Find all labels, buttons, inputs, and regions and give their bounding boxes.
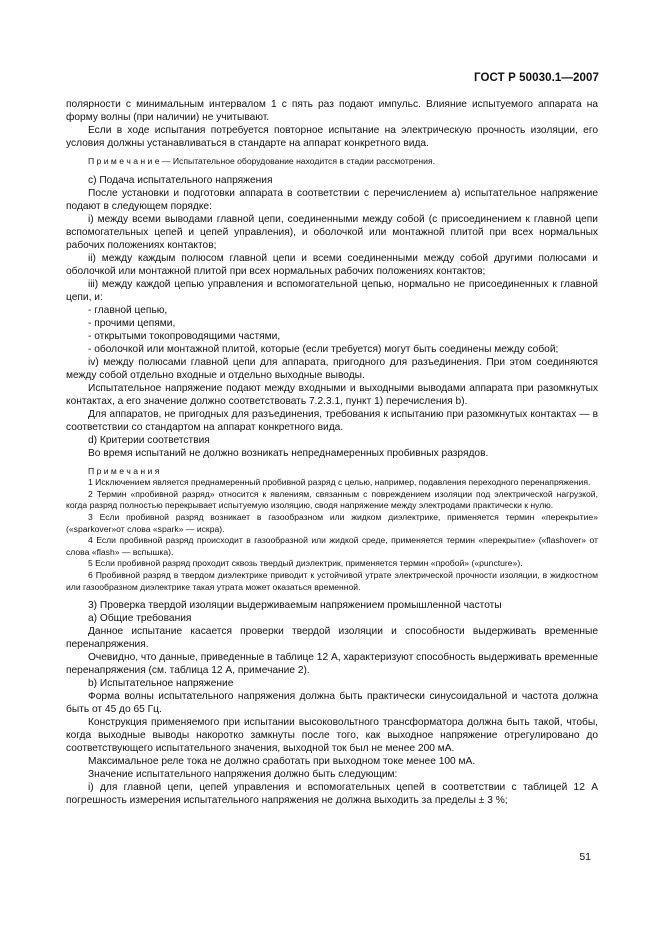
note: 1 Исключением является преднамеренный пробивной разряд с целью, например, подавления переходного перенапряжения.	[88, 477, 591, 488]
paragraph: Для аппаратов, не пригодных для разъединения, требования к испытанию при разомкнутых контактах — в соответствии со стандартом на аппарат конкретного вида.	[66, 408, 598, 433]
section-heading: 3) Проверка твердой изоляции выдерживаемым напряжением промышленной частоты	[88, 600, 502, 612]
sub-list-item: - прочими цепями,	[88, 317, 176, 329]
sub-list-item: - оболочкой или монтажной плитой, которые (если требуется) могут быть соединены между собой;	[88, 343, 559, 355]
list-item: i) между всеми выводами главной цепи, соединенными между собой (с присоединением к главной цепи вспомогательных цепей и цепей управления), и оболочкой или монтажной плитой при всех нормальных рабочих положениях контактов;	[66, 213, 598, 251]
sub-list-item: - главной цепью,	[88, 304, 168, 316]
paragraph: Значение испытательного напряжения должно быть следующим:	[88, 769, 398, 781]
note: 2 Термин «пробивной разряд» относится к явлениям, связанным с повреждением изоляции под электрической нагрузкой, когда разряд полностью перекрывает испытуемую изоляцию, сводя напряжение между электродами практически к нулю.	[66, 488, 598, 511]
paragraph: Максимальное реле тока не должно сработать при выходном токе менее 100 мА.	[88, 756, 476, 768]
note: 6 Пробивной разряд в твердом диэлектрике приводит к устойчивой утрате электрической прочности изоляции, в жидкостном или газообразном диэлектрике такая утрата может оказаться временной.	[66, 569, 598, 592]
page-number: 51	[579, 851, 591, 863]
list-item: ii) между каждым полюсом главной цепи и всеми соединенными между собой другими полюсами и оболочкой или монтажной плитой при всех нормальных рабочих положениях контактов;	[66, 252, 598, 277]
section-heading: c) Подача испытательного напряжения	[88, 174, 273, 186]
paragraph: полярности с минимальным интервалом 1 с пять раз подают импульс. Влияние испытуемого аппарата на форму волны (при наличии) не учитывают.	[66, 99, 598, 123]
notes-heading: П р и м е ч а н и я	[88, 465, 160, 476]
note: 3 Если пробивной разряд возникает в газообразном или жидком диэлектрике, применяется термин «перекрытие» («sparkover»от слова «spark» — искра).	[66, 511, 598, 534]
paragraph: Очевидно, что данные, приведенные в таблице 12 А, характеризуют способность выдерживать временные перенапряжения (см. таблица 12 А, примечание 2).	[66, 652, 598, 677]
section-heading: d) Критерии соответствия	[88, 434, 210, 446]
paragraph: Данное испытание касается проверки твердой изоляции и способности выдерживать временные перенапряжения.	[66, 626, 598, 651]
paragraph: Во время испытаний не должно возникать непреднамеренных пробивных разрядов.	[88, 447, 489, 459]
sub-list-item: - открытыми токопроводящими частями,	[88, 330, 281, 342]
note: 4 Если пробивной разряд происходит в газообразной или жидкой среде, применяется термин «перекрытие» («flashover» от слова «flash» — вспышка).	[66, 535, 598, 557]
section-heading: a) Общие требования	[88, 613, 192, 625]
note: 5 Если пробивной разряд проходит сквозь твердый диэлектрик, применяется термин «пробой» («puncture»).	[88, 558, 523, 569]
note: П р и м е ч а н и е — Испытательное оборудование находится в стадии рассмотрения.	[88, 156, 435, 166]
list-item: iv) между полюсами главной цепи для аппарата, пригодного для разъединения. При этом соединяются между собой отдельно входные и отдельно выходные выводы.	[66, 356, 598, 381]
document-body	[66, 98, 598, 807]
paragraph: Испытательное напряжение подают между входными и выходными выводами аппарата при разомкнутых контактах, а его значение должно соответствовать 7.2.3.1, пункт 1) перечисления b).	[66, 382, 598, 407]
list-item: iii) между каждой цепью управления и вспомогательной цепью, нормально не присоединенных к главной цепи, и:	[66, 278, 598, 303]
list-item: i) для главной цепи, цепей управления и вспомогательных цепей в соответствии с таблицей 12 А погрешность измерения испытательного напряжения не должна выходить за пределы ± 3 %;	[66, 782, 598, 807]
paragraph: Если в ходе испытания потребуется повторное испытание на электрическую прочность изоляции, его условия должны устанавливаться в стандарте на аппарат конкретного вида.	[66, 125, 598, 149]
paragraph: После установки и подготовки аппарата в соответствии с перечислением a) испытательное напряжение подают в следующем порядке:	[66, 187, 598, 212]
document-header: ГОСТ Р 50030.1—2007	[474, 72, 599, 84]
paragraph: Форма волны испытательного напряжения должна быть практически синусоидальной и частота должна быть от 45 до 65 Гц.	[66, 691, 598, 716]
paragraph: Конструкция применяемого при испытании высоковольтного трансформатора должна быть такой, чтобы, когда выходные выводы накоротко замкнуты после того, как выходное напряжение отрегулировано до соответствующего испытательного значения, выходной ток был не менее 200 мА.	[66, 717, 598, 755]
section-heading: b) Испытательное напряжение	[88, 678, 234, 690]
